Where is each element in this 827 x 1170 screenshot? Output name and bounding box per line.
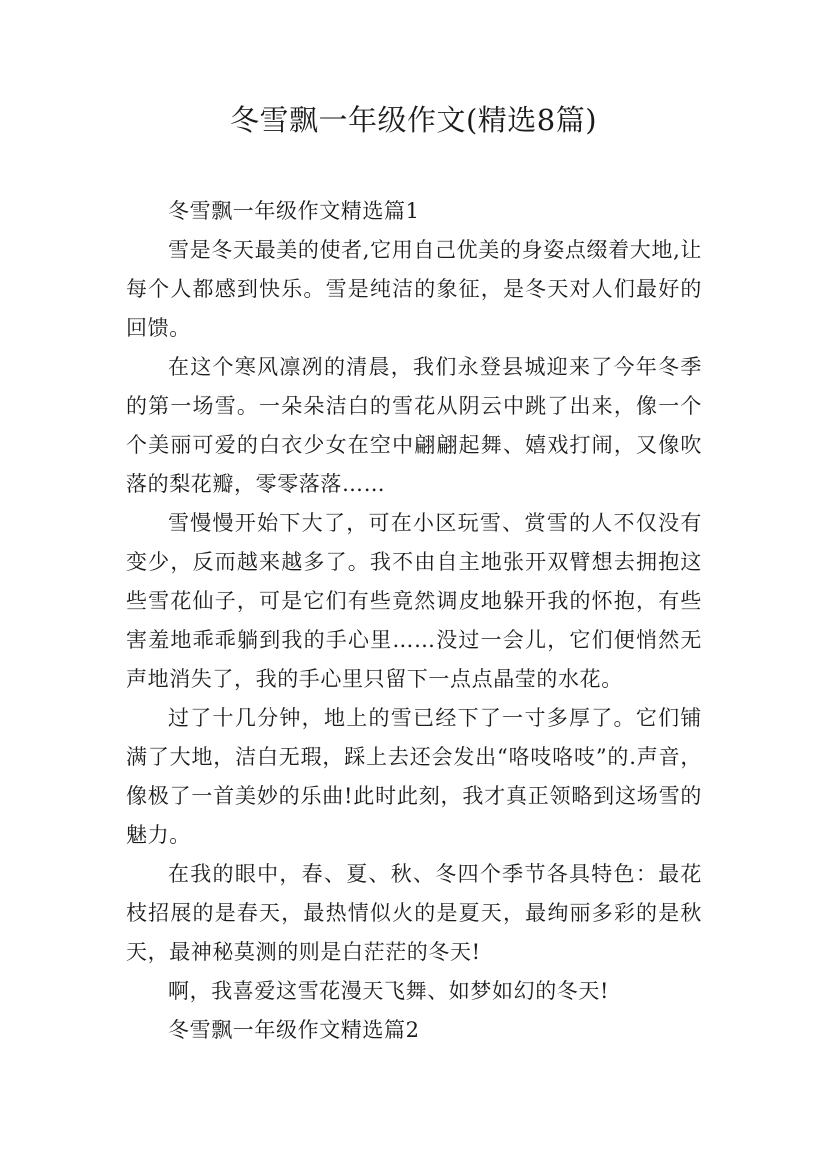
paragraph-5: 在我的眼中，春、夏、秋、冬四个季节各具特色：最花枝招展的是春天，最热情似火的是夏天，最绚丽多彩的是秋天，最神秘莫测的则是白茫茫的冬天! bbox=[126, 862, 702, 964]
paragraph-4: 过了十几分钟，地上的雪已经下了一寸多厚了。它们铺满了大地，洁白无瑕，踩上去还会发出“咯吱咯吱”的.声音，像极了一首美妙的乐曲!此时此刻，我才真正领略到这场雪的魅力。 bbox=[126, 706, 702, 847]
document-title: 冬雪飘一年级作文(精选8篇) bbox=[229, 103, 598, 137]
document-body bbox=[126, 192, 702, 1050]
section-heading-2: 冬雪飘一年级作文精选篇2 bbox=[168, 1018, 420, 1042]
paragraph-6: 啊，我喜爱这雪花漫天飞舞、如梦如幻的冬天! bbox=[168, 979, 610, 1003]
paragraph-2: 在这个寒风凛冽的清晨，我们永登县城迎来了今年冬季的第一场雪。一朵朵洁白的雪花从阴云中跳了出来，像一个个美丽可爱的白衣少女在空中翩翩起舞、嬉戏打闹，又像吹落的梨花瓣，零零落落…… bbox=[126, 355, 702, 496]
section-heading-1: 冬雪飘一年级作文精选篇1 bbox=[168, 199, 420, 223]
paragraph-1: 雪是冬天最美的使者,它用自己优美的身姿点缀着大地,让每个人都感到快乐。雪是纯洁的象征，是冬天对人们最好的回馈。 bbox=[126, 238, 702, 340]
paragraph-3: 雪慢慢开始下大了，可在小区玩雪、赏雪的人不仅没有变少，反而越来越多了。我不由自主地张开双臂想去拥抱这些雪花仙子，可是它们有些竟然调皮地躲开我的怀抱，有些害羞地乖乖躺到我的手心里……没过一会儿，它们便悄然无声地消失了，我的手心里只留下一点点晶莹的水花。 bbox=[126, 511, 702, 691]
